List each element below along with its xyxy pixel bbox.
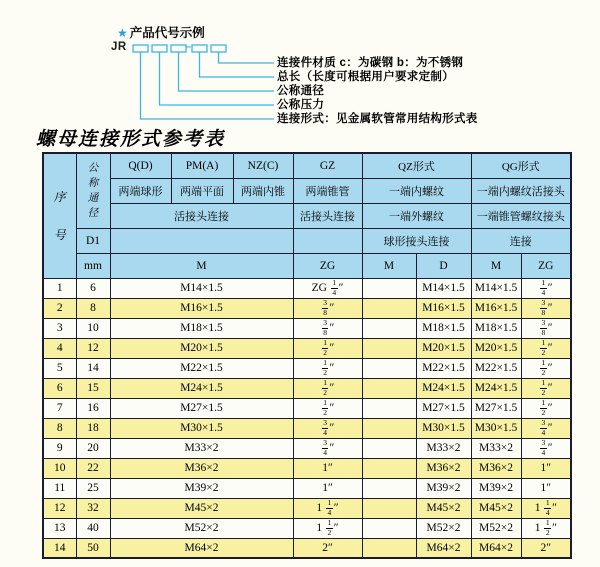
table-cell: M30×1.5 xyxy=(110,418,293,438)
table-cell: M22×1.5 xyxy=(110,358,293,378)
code-box xyxy=(211,45,226,52)
table-cell: 12 xyxy=(76,338,110,358)
table-cell: 1″ xyxy=(521,458,571,478)
table-cell: M24×1.5 xyxy=(471,378,521,398)
diagram-label-pressure: 公称压力 xyxy=(277,99,325,111)
table-cell: 3 xyxy=(43,318,76,338)
header-nominal-diameter: 公称通径 xyxy=(76,153,110,228)
table-cell: M27×1.5 xyxy=(110,398,293,418)
table-cell: M30×1.5 xyxy=(471,418,521,438)
code-box xyxy=(133,45,148,52)
fraction: $\frac{3}{8}$ xyxy=(541,298,546,318)
header-col-nz: NZ(C) xyxy=(233,153,293,178)
table-cell: 1 $\frac{1}{2}$ ″ xyxy=(293,518,362,538)
header-gz-sub: 两端锥管 xyxy=(293,178,362,203)
connector-line xyxy=(219,52,275,63)
fraction: $\frac{3}{8}$ xyxy=(323,298,327,318)
table-row xyxy=(43,398,571,418)
fraction: $\frac{1}{2}$ xyxy=(541,398,546,418)
table-cell xyxy=(362,378,416,398)
header-qz-connection: 球形接头连接 xyxy=(362,228,471,253)
fraction: $\frac{1}{2}$ xyxy=(323,378,327,398)
table-cell: M18×1.5 xyxy=(416,318,471,338)
header-d1: D1 xyxy=(76,228,110,253)
table-cell: M24×1.5 xyxy=(416,378,471,398)
fraction: $\frac{3}{4}$ xyxy=(541,418,546,438)
star-icon: ★ xyxy=(117,26,128,40)
table-cell xyxy=(362,358,416,378)
table-cell: 14 xyxy=(43,538,76,558)
table-cell: 10 xyxy=(43,458,76,478)
table-row xyxy=(43,438,571,458)
header-mm: mm xyxy=(76,253,110,278)
table-cell: M36×2 xyxy=(110,458,293,478)
table-cell: 2 xyxy=(43,298,76,318)
table-cell: $\frac{3}{8}$ ″ xyxy=(521,298,571,318)
header-qz-d: D xyxy=(416,253,471,278)
code-box xyxy=(171,45,186,52)
table-cell: M22×1.5 xyxy=(416,358,471,378)
table-cell: 50 xyxy=(76,538,110,558)
code-dash: – xyxy=(185,41,192,53)
fraction: $\frac{3}{4}$ xyxy=(323,418,327,438)
header-col-pm: PM(A) xyxy=(171,153,233,178)
table-cell: 20 xyxy=(76,438,110,458)
header-col-q: Q(D) xyxy=(110,153,171,178)
table-cell: M20×1.5 xyxy=(110,338,293,358)
table-cell: $\frac{1}{2}$ ″ xyxy=(293,378,362,398)
fraction: $\frac{1}{2}$ xyxy=(545,518,550,538)
table-cell: $\frac{1}{2}$ ″ xyxy=(293,338,362,358)
table-cell: M20×1.5 xyxy=(471,338,521,358)
table-cell: M33×2 xyxy=(471,438,521,458)
table-cell: 6 xyxy=(76,278,110,298)
table-cell: M39×2 xyxy=(416,478,471,498)
table-cell: 6 xyxy=(43,378,76,398)
header-gz-connection: 活接头连接 xyxy=(293,203,362,228)
table-cell: M64×2 xyxy=(416,538,471,558)
fraction: $\frac{1}{4}$ xyxy=(541,278,546,298)
code-box xyxy=(192,45,207,52)
header-col-qg: QG形式 xyxy=(471,153,571,178)
fraction: $\frac{1}{4}$ xyxy=(545,498,550,518)
table-cell: $\frac{1}{2}$ ″ xyxy=(293,398,362,418)
table-cell: M52×2 xyxy=(416,518,471,538)
table-cell: $\frac{1}{2}$ ″ xyxy=(521,358,571,378)
header-m-thread: M xyxy=(110,253,293,278)
fraction: $\frac{3}{4}$ xyxy=(323,438,327,458)
reference-table xyxy=(42,152,572,559)
table-cell: M45×2 xyxy=(110,498,293,518)
table-cell: M36×2 xyxy=(416,458,471,478)
table-cell: M14×1.5 xyxy=(416,278,471,298)
table-cell: M20×1.5 xyxy=(416,338,471,358)
table-cell: M64×2 xyxy=(471,538,521,558)
header-qg-connection: 连接 xyxy=(471,228,571,253)
header-qg-m: M xyxy=(471,253,521,278)
table-cell: $\frac{3}{4}$ ″ xyxy=(293,418,362,438)
table-cell: 13 xyxy=(43,518,76,538)
table-cell xyxy=(362,318,416,338)
table-cell: M52×2 xyxy=(471,518,521,538)
fraction: $\frac{3}{8}$ xyxy=(323,318,327,338)
table-cell: M27×1.5 xyxy=(416,398,471,418)
table-cell: 18 xyxy=(76,418,110,438)
table-row xyxy=(43,538,571,558)
table-cell: 1 $\frac{1}{2}$ ″ xyxy=(521,518,571,538)
table-cell xyxy=(362,478,416,498)
header-empty-cell xyxy=(110,228,293,253)
header-serial: 序号 xyxy=(43,153,76,278)
table-cell: M22×1.5 xyxy=(471,358,521,378)
table-cell xyxy=(362,298,416,318)
diagram-label-diameter: 公称通径 xyxy=(277,85,325,97)
table-cell xyxy=(362,398,416,418)
fraction: $\frac{1}{2}$ xyxy=(541,378,546,398)
fraction: $\frac{1}{2}$ xyxy=(323,338,327,358)
table-cell xyxy=(362,278,416,298)
fraction: $\frac{1}{2}$ xyxy=(323,358,327,378)
table-cell xyxy=(362,498,416,518)
fraction: $\frac{3}{4}$ xyxy=(541,438,546,458)
table-row xyxy=(43,478,571,498)
header-qg-sub1: 一端内螺纹活接头 xyxy=(471,178,571,203)
product-code-prefix: JR xyxy=(111,41,127,53)
table-cell: $\frac{1}{2}$ ″ xyxy=(521,338,571,358)
header-union-connection: 活接头连接 xyxy=(110,203,293,228)
table-cell: 12 xyxy=(43,498,76,518)
table-cell: 1 xyxy=(43,278,76,298)
table-cell: M52×2 xyxy=(110,518,293,538)
table-row xyxy=(43,278,571,298)
table-cell: 2″ xyxy=(521,538,571,558)
table-cell: 1″ xyxy=(293,458,362,478)
table-cell: M64×2 xyxy=(110,538,293,558)
table-row xyxy=(43,338,571,358)
fraction: $\frac{1}{2}$ xyxy=(541,358,546,378)
connector-line xyxy=(200,52,275,77)
table-cell: 25 xyxy=(76,478,110,498)
table-cell: M45×2 xyxy=(471,498,521,518)
table-cell: M30×1.5 xyxy=(416,418,471,438)
table-cell: $\frac{3}{8}$ ″ xyxy=(293,298,362,318)
table-cell: M45×2 xyxy=(416,498,471,518)
table-cell: $\frac{1}{2}$ ″ xyxy=(521,378,571,398)
table-cell: 11 xyxy=(43,478,76,498)
table-cell: M36×2 xyxy=(471,458,521,478)
table-row xyxy=(43,358,571,378)
table-cell: 1″ xyxy=(293,478,362,498)
diagram-label-material: 连接件材质 c：为碳钢 b：为不锈钢 xyxy=(277,57,464,69)
table-cell xyxy=(362,538,416,558)
table-row xyxy=(43,498,571,518)
table-row xyxy=(43,458,571,478)
header-pm-sub: 两端平面 xyxy=(171,178,233,203)
table-cell xyxy=(362,438,416,458)
table-header xyxy=(43,153,571,278)
header-col-gz: GZ xyxy=(293,153,362,178)
connector-line xyxy=(179,52,275,91)
table-cell: $\frac{3}{4}$ ″ xyxy=(521,438,571,458)
header-qg-sub2: 一端锥管螺纹接头 xyxy=(471,203,571,228)
table-row xyxy=(43,318,571,338)
table-cell xyxy=(362,418,416,438)
table-cell: M39×2 xyxy=(471,478,521,498)
table-title: 螺母连接形式参考表 xyxy=(36,128,226,150)
table-cell: $\frac{1}{4}$ ″ xyxy=(521,278,571,298)
table-cell: 1 $\frac{1}{4}$ ″ xyxy=(521,498,571,518)
table-cell xyxy=(362,458,416,478)
table-cell: M27×1.5 xyxy=(471,398,521,418)
table-cell: $\frac{3}{4}$ ″ xyxy=(293,438,362,458)
header-q-sub: 两端球形 xyxy=(110,178,171,203)
table-cell: M14×1.5 xyxy=(110,278,293,298)
fraction: $\frac{1}{2}$ xyxy=(541,338,546,358)
code-box xyxy=(152,45,167,52)
table-cell xyxy=(362,338,416,358)
table-cell: M18×1.5 xyxy=(471,318,521,338)
header-zg-thread: ZG xyxy=(293,253,362,278)
table-cell: M16×1.5 xyxy=(416,298,471,318)
table-cell: 1″ xyxy=(521,478,571,498)
table-cell: $\frac{1}{2}$ ″ xyxy=(293,358,362,378)
table-cell: M33×2 xyxy=(416,438,471,458)
header-qz-m: M xyxy=(362,253,416,278)
connector-line xyxy=(141,52,275,119)
table-cell: 5 xyxy=(43,358,76,378)
diagram-heading xyxy=(117,23,205,38)
diagram-heading-text: 产品代号示例 xyxy=(129,26,205,40)
header-empty-cell xyxy=(293,228,362,253)
header-qz-sub2: 一端外螺纹 xyxy=(362,203,471,228)
table-cell: 4 xyxy=(43,338,76,358)
table-cell: 8 xyxy=(76,298,110,318)
table-cell xyxy=(362,518,416,538)
header-qg-zg: ZG xyxy=(521,253,571,278)
table-cell: M16×1.5 xyxy=(471,298,521,318)
fraction: $\frac{1}{4}$ xyxy=(327,498,332,518)
table-cell: $\frac{3}{8}$ ″ xyxy=(521,318,571,338)
table-row xyxy=(43,298,571,318)
table-cell: M16×1.5 xyxy=(110,298,293,318)
table-cell: $\frac{1}{2}$ ″ xyxy=(521,398,571,418)
table-row xyxy=(43,378,571,398)
table-cell: 32 xyxy=(76,498,110,518)
table-cell: 9 xyxy=(43,438,76,458)
table-cell: $\frac{3}{8}$ ″ xyxy=(293,318,362,338)
connector-line xyxy=(160,52,275,105)
table-row xyxy=(43,518,571,538)
table-cell: 15 xyxy=(76,378,110,398)
table-cell: M33×2 xyxy=(110,438,293,458)
table-cell: 1 $\frac{1}{4}$ ″ xyxy=(293,498,362,518)
table-cell: 14 xyxy=(76,358,110,378)
header-nz-sub: 两端内锥 xyxy=(233,178,293,203)
table-cell: 16 xyxy=(76,398,110,418)
fraction: $\frac{1}{4}$ xyxy=(332,278,337,298)
table-cell: ZG $\frac{1}{4}$ ″ xyxy=(293,278,362,298)
diagram-label-connection: 连接形式：见金属软管常用结构形式表 xyxy=(277,113,478,125)
table-row xyxy=(43,418,571,438)
fraction: $\frac{1}{2}$ xyxy=(327,518,332,538)
fraction: $\frac{1}{2}$ xyxy=(323,398,327,418)
header-col-qz: QZ形式 xyxy=(362,153,471,178)
table-cell: 22 xyxy=(76,458,110,478)
table-cell: $\frac{3}{4}$ ″ xyxy=(521,418,571,438)
table-cell: 8 xyxy=(43,418,76,438)
table-cell: 7 xyxy=(43,398,76,418)
table-cell: 40 xyxy=(76,518,110,538)
table-cell: M14×1.5 xyxy=(471,278,521,298)
fraction: $\frac{3}{8}$ xyxy=(541,318,546,338)
table-cell: M39×2 xyxy=(110,478,293,498)
table-cell: 10 xyxy=(76,318,110,338)
table-body xyxy=(43,278,571,558)
table-cell: M18×1.5 xyxy=(110,318,293,338)
diagram-label-length: 总长（长度可根据用户要求定制） xyxy=(277,71,454,83)
table-cell: M24×1.5 xyxy=(110,378,293,398)
table-cell: 2″ xyxy=(293,538,362,558)
header-qz-sub1: 一端内螺纹 xyxy=(362,178,471,203)
